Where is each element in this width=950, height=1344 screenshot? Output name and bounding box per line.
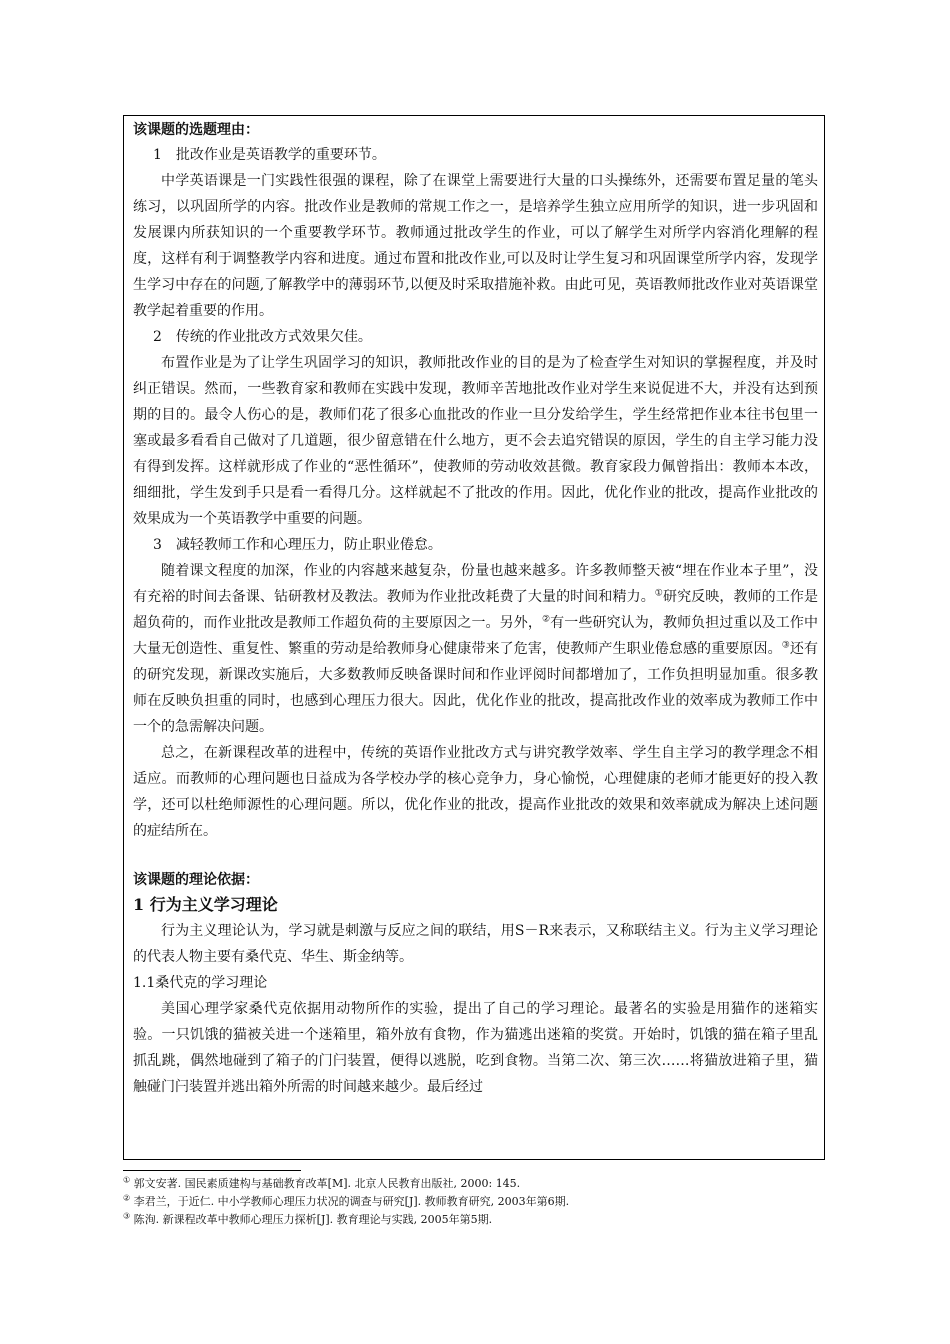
reason-item-2: 2 传统的作业批改方式效果欠佳。 xyxy=(153,329,372,345)
footnote-3 xyxy=(123,1211,823,1229)
reason-paragraph-1: 中学英语课是一门实践性很强的课程，除了在课堂上需要进行大量的口头操练外，还需要布置足量的笔头练习，以巩固所学的内容。批改作业是教师的常规工作之一，是培养学生独立应用所学的知识，进一步巩固和发展课内所获知识的一个重要教学环节。教师通过批改学生的作业，可以了解学生对所学内容消化理解的程度，这样有利于调整教学内容和进度。通过布置和批改作业,可以及时让学生复习和巩固课堂所学内容，发现学生学习中存在的问题,了解教学中的薄弱环节,以便及时采取措施补救。由此可见，英语教师批改作业对英语课堂教学起着重要的作用。 xyxy=(133,173,818,319)
theory-paragraph-2: 美国心理学家桑代克依据用动物所作的实验，提出了自己的学习理论。最著名的实验是用猫作的迷箱实验。一只饥饿的猫被关进一个迷箱里，箱外放有食物，作为猫逃出迷箱的奖赏。开始时，饥饿的猫在箱子里乱抓乱跳，偶然地碰到了箱子的门闩装置，便得以逃脱，吃到食物。当第二次、第三次……将猫放进箱子里，猫触碰门闩装置并逃出箱外所需的时间越来越少。最后经过 xyxy=(133,1001,818,1095)
footnote-text-3: 陈洵. 新课程改革中教师心理压力探析[J]. 教育理论与实践, 2005年第5期. xyxy=(130,1213,493,1226)
footnotes xyxy=(123,1170,823,1229)
reason-paragraph-3 xyxy=(133,558,818,740)
paragraph-3-part-b: 研究反映，教师的工作是超负荷的，而作业批改是教师工作超负荷的主要原因之一。另外， xyxy=(133,589,818,631)
theory-section-1-1-title: 1.1桑代克的学习理论 xyxy=(133,975,268,991)
theory-section-1-title: 1 行为主义学习理论 xyxy=(133,895,278,914)
reason-heading: 该课题的选题理由： xyxy=(133,122,259,138)
paragraph-3-part-c: 有一些研究认为，教师负担过重以及工作中大量无创造性、重复性、繁重的劳动是给教师身心健康带来了危害，使教师产生职业倦怠感的重要原因。 xyxy=(133,615,819,657)
footnote-1 xyxy=(123,1175,823,1193)
footnote-text-2: 李君兰，于近仁. 中小学教师心理压力状况的调查与研究[J]. 教师教育研究, 2003年第6期. xyxy=(130,1195,570,1208)
reason-item-1: 1 批改作业是英语教学的重要环节。 xyxy=(153,147,386,163)
footnote-mark-2: ② xyxy=(123,1193,131,1203)
paragraph-3-part-a: 随着课文程度的加深，作业的内容越来越复杂，份量也越来越多。许多教师整天被“埋在作业本子里”，没有充裕的时间去备课、钻研教材及教法。教师为作业批改耗费了大量的时间和精力。 xyxy=(133,563,818,605)
section-spacer xyxy=(133,844,818,868)
footnote-ref-2: ② xyxy=(541,614,551,625)
footnote-mark-1: ① xyxy=(123,1175,131,1185)
paragraph-3-part-d: 还有的研究发现，新课改实施后，大多数教师反映备课时间和作业评阅时间都增加了，工作负担明显加重。很多教师在反映负担重的同时，也感到心理压力很大。因此，优化作业的批改，提高批改作业的效率成为教师工作中一个的急需解决问题。 xyxy=(133,641,818,735)
reason-item-3: 3 减轻教师工作和心理压力，防止职业倦怠。 xyxy=(153,537,442,553)
theory-heading: 该课题的理论依据： xyxy=(133,872,259,888)
reason-paragraph-2: 布置作业是为了让学生巩固学习的知识，教师批改作业的目的是为了检查学生对知识的掌握程度，并及时纠正错误。然而，一些教育家和教师在实践中发现，教师辛苦地批改作业对学生来说促进不大，并没有达到预期的目的。最令人伤心的是，教师们花了很多心血批改的作业一旦分发给学生，学生经常把作业本往书包里一塞或最多看看自己做对了几道题，很少留意错在什么地方，更不会去追究错误的原因，学生的自主学习能力没有得到发挥。这样就形成了作业的“恶性循环”，使教师的劳动收效甚微。教育家段力佩曾指出：教师本本改，细细批，学生发到手只是看一看得几分。这样就起不了批改的作用。因此，优化作业的批改，提高作业批改的效果成为一个英语教学中重要的问题。 xyxy=(133,355,818,527)
footnote-rule xyxy=(123,1170,301,1171)
reason-paragraph-4: 总之，在新课程改革的进程中，传统的英语作业批改方式与讲究教学效率、学生自主学习的教学理念不相适应。而教师的心理问题也日益成为各学校办学的核心竞争力，身心愉悦，心理健康的老师才能更好的投入教学，还可以杜绝师源性的心理问题。所以，优化作业的批改，提高作业批改的效果和效率就成为解决上述问题的症结所在。 xyxy=(133,745,818,839)
footnote-ref-3: ③ xyxy=(781,640,790,651)
footnote-text-1: 郭文安著. 国民素质建构与基础教育改革[M]. 北京人民教育出版社, 2000: 145. xyxy=(130,1177,521,1190)
content-frame xyxy=(123,115,825,1160)
footnote-mark-3: ③ xyxy=(123,1211,131,1221)
footnote-ref-1: ① xyxy=(654,588,663,599)
theory-paragraph-1: 行为主义理论认为，学习就是刺激与反应之间的联结，用S－R来表示，又称联结主义。行为主义学习理论的代表人物主要有桑代克、华生、斯金纳等。 xyxy=(133,923,818,965)
footnote-2 xyxy=(123,1193,823,1211)
